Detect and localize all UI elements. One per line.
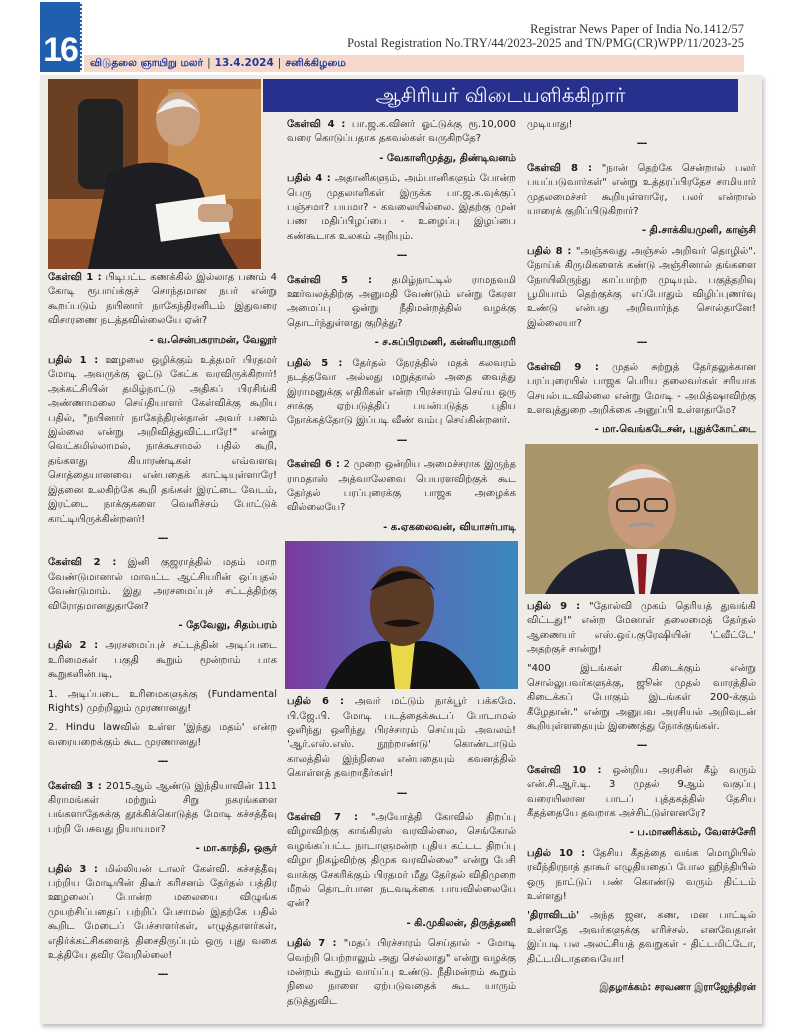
- body-text: "தோல்வி முகம் தெரியத் துவங்கி விட்டது!" என்ற மேனாள் தலைமைத் தேர்தல் ஆணையர் எஸ்.ஒய்.குரேஷியின் 'ட்வீட்டே' அதற்குச் சான்று!: [527, 600, 756, 655]
- body-text: தமிழ்நாட்டில் ராமநவமி ஊர்வலத்திற்கு அனுமதி வேண்டும் என்று கேரள அமைப்பு ஒன்று நீதிமன்றத்தில் வழக்கு தொடர்ந்துள்ளது குறித்து?: [287, 274, 516, 329]
- body-text: 2. Hindu lawவில் உள்ள 'இந்து மதம்' என்ற வரையறைக்கும் கூட முரணானது!: [48, 722, 277, 748]
- divider: |: [207, 57, 211, 69]
- body-text: "நான் தெற்கே சென்றால் பலர் பயப்படுவார்கள்" என்று உத்தரப்பிரதேச சாமியார் முதலமைச்சர் கூறியுள்ளாரே, பலர் என்றால் யாரைக் குறிப்பிடுகிறார்?: [527, 162, 756, 218]
- answer-label: பதில் 7 :: [287, 938, 337, 950]
- dateline-strip: [84, 55, 744, 72]
- separator: ---: [636, 740, 647, 752]
- question-label: கேள்வி 10 :: [527, 764, 602, 776]
- answer-label: பதில் 6 :: [287, 696, 344, 708]
- weekday: சனிக்கிழமை: [285, 57, 346, 69]
- paragraph: [48, 688, 277, 717]
- question-label: கேள்வி 7 :: [287, 812, 359, 823]
- answer-label: பதில் 10 :: [527, 847, 586, 859]
- answer: [527, 600, 756, 658]
- body-text: பா.ஜ.க.வினர் ஓட்டுக்கு ரூ.10,000 வரை கொடுப்பதாக தகவல்கள் வருகிறதே?: [287, 119, 516, 145]
- question: [527, 361, 756, 419]
- question-author: - மா.வெங்கடேசன், புதுக்கோட்டை: [594, 424, 756, 436]
- question-label: கேள்வி 9 :: [527, 361, 599, 373]
- body-text: மில்லியன் டாலர் கேள்வி. கச்சத்தீவு பற்றிய மோடியின் திடீர் கரிசனம் தேர்தல் பத்திர ஊழலைப் போன்ற மலையை விழுங்க முயற்சிப்பதைப் பற்றிப் பேசாமல் இதற்கே பதில் கூறிட மேடைப் பேச்சாளர்கள், எழுத்தாளர்கள், எதிர்க்கட்சிகளைத் திசைதிருப்பும் ஒரு புது வகை உத்தியே தவிர வேறில்லை!: [48, 863, 277, 962]
- answer: [48, 639, 277, 682]
- question-label: கேள்வி 8 :: [527, 162, 593, 174]
- body-text: தேர்தல் நேரத்தில் மதக் கலவரம் நடத்தவோ அல்லது மறுத்தால் அதை வைத்து இராமனுக்கு எதிரிகள் என்ற பிரச்சாரம் செய்ய ஒரு சாக்கு ஏற்படுத்திப் பயன்படுத்த புதிய நோக்கத்தோடு இப்படி வீண் வம்பு செய்கின்றனர்.: [287, 357, 516, 427]
- column-3: [527, 118, 756, 995]
- answer: [527, 847, 756, 905]
- question: [527, 764, 756, 822]
- question-author: - வேகாளிமுத்து, திண்டிவனம்: [379, 152, 516, 164]
- answer-label: பதில் 1 :: [48, 355, 99, 367]
- body-text: அந்த ஜன, கண, மன பாட்டில் உள்ளதே அவர்களுக்கு எரிச்சல். எனவேதான் இப்படி பல அலட்சியத் தவறுகள் - திட்டமிட்டோ, திட்டமிடாதவையோ!: [527, 910, 756, 965]
- body-text: 2 முறை ஒன்றிய அமைச்சராக இருந்த ராமதாஸ் அத்வாலேவை பெயரளவிற்குக் கூட தேர்தல் பரப்புரைக்கு பாஜக அழைக்க வில்லையே?: [287, 459, 516, 514]
- separator: ---: [396, 250, 407, 262]
- column-1: [48, 271, 277, 993]
- question-author: - க.ஏகலைவன், வியாசர்பாடி: [383, 521, 516, 533]
- question-label: கேள்வி 5 :: [287, 274, 372, 286]
- column-2: [287, 118, 516, 1014]
- answer-label: பதில் 4 :: [287, 173, 331, 185]
- body-text: 1. அடிப்படை உரிமைகளுக்கு (Fundamental Rights) முற்றிலும் முரணானது!: [48, 688, 277, 714]
- body-text: 2015ஆம் ஆண்டு இந்தியாவின் 111 கிராமங்கள் மற்றும் சிறு நகரங்களை பங்களாதேசுக்கு தூக்கிக்கொடுத்த மோடி கச்சத்தீவு பற்றி பேசுவது நியாயமா?: [48, 780, 277, 835]
- question-label: கேள்வி 1 :: [48, 272, 102, 283]
- question-label: கேள்வி 3 :: [48, 780, 102, 792]
- question-author: - தி.சாக்கியமுனி, காஞ்சி: [641, 225, 756, 237]
- separator: ---: [396, 787, 407, 799]
- question: [48, 780, 277, 838]
- separator: ---: [157, 756, 168, 768]
- body-text: அவர் மட்டும் நாக்பூர் பக்கமே. பி.ஜே.பி. மோடி படத்தைக்கூடப் போடாமல் ஒளிந்து ஒளிந்து பிரச்சாரம் செய்யும் அவலம்! 'ஆர்.எஸ்.எஸ். நூற்றாண்டு' கொண்டாடும் காலத்தில் இந்நிலை என்பதையும் கவனத்தில் கொள்ளத் தவறாதீர்கள்!: [287, 696, 517, 780]
- question: [48, 556, 277, 614]
- answer: [48, 354, 277, 527]
- question: [287, 274, 516, 332]
- page-number: 16: [40, 2, 82, 72]
- answer-label: 'திராவிடம்': [527, 910, 580, 922]
- portrait-photo: [525, 444, 758, 594]
- divider: |: [277, 57, 282, 69]
- question-author: - மா.காந்தி, ஒசூர்: [195, 843, 277, 855]
- question: [527, 162, 756, 220]
- body-text: பிடிபட்ட கணக்கில் இல்லாத பணம் 4 கோடி ரூபாய்க்குச் சொந்தமான நபர் என்று கூறப்படும் நயினார் நாகேந்திரனிடம் இதுவரை விசாரணை நடத்தவில்லையே ஏன்?: [48, 272, 277, 327]
- body-text: இனி குஜராத்தில் மதம் மாற வேண்டுமானால் மாவட்ட ஆட்சியரின் ஒப்புதல் வேண்டுமாம். இது அரசமைப்புச் சட்டத்திற்கு விரோதமானதுதானே?: [48, 557, 277, 612]
- registration-line-2: Postal Registration No.TRY/44/2023-2025 and TN/PMG(CR)WPP/11/2023-25: [347, 36, 744, 50]
- answer: [48, 863, 277, 964]
- body-text: "மதப் பிரச்சாரம் செய்தால் - மோடி வெற்றி பெற்றாலும் அது செல்லாது" என்று வழக்கு மன்றம் கூறும் வாய்ப்பு உண்டு. நீதிமன்றம் கூறும் நிலை நாளை ஏற்படுவதைக் கூட யாரும் தடுத்துவிட: [287, 938, 516, 1007]
- answer-label: பதில் 9 :: [527, 600, 581, 612]
- publication-name: விடுதலை ஞாயிறு மலர்: [90, 57, 204, 69]
- question-author: - வ.சென்பகராமன், வேலூர்: [149, 334, 277, 346]
- answer-label: பதில் 8 :: [527, 245, 572, 257]
- body-text: அரசமைப்புச் சட்டத்தின் அடிப்படை உரிமைகள் பகுதி கூறும் மூன்றாம் பாக கூறுகளின்படி,: [48, 640, 278, 681]
- body-text: தேசிய கீதத்தை வங்க மொழியில் ரவீந்திரநாத் தாகூர் எழுதியதைப் போல ஹிந்தியில் ஒரு நாட்டுப் பண் கொண்டு வரும் திட்டம் உள்ளது!: [527, 847, 756, 903]
- credit-line: இதழாக்கம்: சரவணா இராஜேந்திரன்: [599, 982, 756, 994]
- answer: [287, 937, 516, 1009]
- separator: ---: [636, 337, 647, 349]
- body-text: "அயோத்தி கோவில் திறப்பு விழாவிற்கு காங்கிரஸ் வரவில்லை, செங்கோல் வழங்கப்பட்ட நாடாளுமன்ற புதிய கட்டட திறப்பு விழா நிகழ்விற்கு திமுக வரவில்லை" என்று பேசி வாக்கு சேகரிக்கும் பிரதமர் மீது தேர்தல் விதிமுறை மீறல் தொடர்பான நடவடிக்கை பாயவில்லையே ஏன்?: [287, 812, 516, 910]
- body-text: "அஞ்சுவது அஞ்சல் அறிவர் தொழில்". நோய்க் கிருமிகளைக் கண்டு அஞ்சினால் தங்களை நோயிலிருந்து காப்பாற்ற முடியும். பகுத்தறிவு பூமியாம் தெற்குக்கு எப்போதும் விழிப்புணர்வு உண்டு என்பது அறிவார்ந்த சொல்தானே! இல்லையா?: [527, 245, 756, 329]
- paragraph: [527, 662, 756, 734]
- question-author: - ப.மாணிக்கம், வேளச்சேரி: [629, 827, 756, 839]
- paragraph: [527, 118, 756, 132]
- answer: [527, 245, 756, 331]
- separator: ---: [396, 434, 407, 446]
- separator: ---: [157, 532, 168, 544]
- registration-info: [347, 22, 744, 50]
- question-author: - கி.முகிலன், திருத்தணி: [406, 917, 516, 929]
- question-author: - ச.சுப்பிரமணி, கன்னியாகுமரி: [374, 337, 516, 349]
- question: [287, 118, 516, 147]
- answer-label: பதில் 2 :: [48, 640, 99, 652]
- answer: [287, 695, 516, 781]
- body-text: முடியாது!: [527, 119, 573, 130]
- paragraph: [48, 721, 277, 750]
- answer: [287, 172, 516, 244]
- body-text: அதானிகளும், அம்பானிகளும் போன்ற பெரு முதலாளிகள் இருக்க பா.ஜ.க.வுக்குப் பஞ்சமா? பயமா? - கவலையில்லை. இதற்கு முன் பண மதிப்பிழப்பை - உழைப்பு இழப்பை கண்கூடாக உலகம் அறியும்.: [287, 173, 516, 242]
- question: [48, 271, 277, 329]
- answer-label: பதில் 3 :: [48, 863, 98, 875]
- article-title: ஆசிரியர் விடையளிக்கிறார்: [263, 79, 738, 112]
- question-author: - தேவேலு, சிதம்பரம்: [178, 619, 277, 631]
- body-text: முதல் சுற்றுத் தேர்தலுக்கான பரப்புரையில் பாஜக பெரிய தலைவர்கள் சரியாக செயல்படவில்லை என்று மோடி - அமித்ஷாவிற்கு உளவுத்துறை அறிக்கை அனுப்பி உள்ளதாமே?: [527, 361, 756, 416]
- portrait-photo: [285, 541, 518, 689]
- editor-photo: [48, 79, 261, 269]
- answer: [527, 909, 756, 967]
- answer-label: பதில் 5 :: [287, 357, 343, 369]
- question-label: கேள்வி 6 :: [287, 459, 340, 471]
- answer: [287, 357, 516, 429]
- question: [287, 458, 516, 516]
- issue-date: 13.4.2024: [214, 57, 274, 69]
- body-text: ஒன்றிய அரசின் கீழ் வரும் என்.சி.ஆர்.டி. 3 முதல் 9ஆம் வகுப்பு வரையிலான பாடப் புத்தகத்தில் தேசிய கீதத்தையே தவறாக அச்சிட்டுள்ளனரே?: [527, 764, 756, 819]
- registration-line-1: Registrar News Paper of India No.1412/57: [530, 22, 744, 36]
- body-text: ஊழலை ஒழிக்கும் உத்தமர் பிரதமர் மோடி அவருக்கு ஓட்டு கேட்க வரவிருக்கிறார்! அக்கட்சியின் தமிழ்நாட்டு அதிகப் பிரசிங்கி அண்ணாமலை செய்தியாளர் கேள்விக்கு கூறிய பதில், "நயினார் நாகேந்திரன்தான் அவர் பணம் இல்லை என்று அறிவித்துவிட்டாரே!" என்று வெட்கமில்லாமல், நாக்கூசாமல் பதில் கூறி, தங்களது கியாரண்டிகள் எவ்வளவு சொத்தையானவை என்பதைக் காட்டியுள்ளாரே! இதனை உலகிற்கே கூறி தங்கள் இரட்டை வேடம், இரட்டை நாக்குகளை வெளிச்சம் போட்டுக் காட்டியிருக்கின்றனர்!: [48, 355, 277, 525]
- question-label: கேள்வி 2 :: [48, 557, 117, 569]
- separator: ---: [157, 969, 168, 981]
- question: [287, 811, 516, 912]
- separator: ---: [636, 138, 647, 150]
- body-text: "400 இடங்கள் கிடைக்கும் என்று சொல்லுபவர்களுக்கு, ஜூன் முதல் வாரத்தில் கிடைக்கப் போகும் இடங்கள் 200-க்கும் கீழேதான்." என்று அனுபவ அரசியல் அறிவுடன் கூறியுள்ளதையும் இணைத்து நோக்குங்கள்.: [527, 663, 756, 732]
- question-label: கேள்வி 4 :: [287, 119, 346, 130]
